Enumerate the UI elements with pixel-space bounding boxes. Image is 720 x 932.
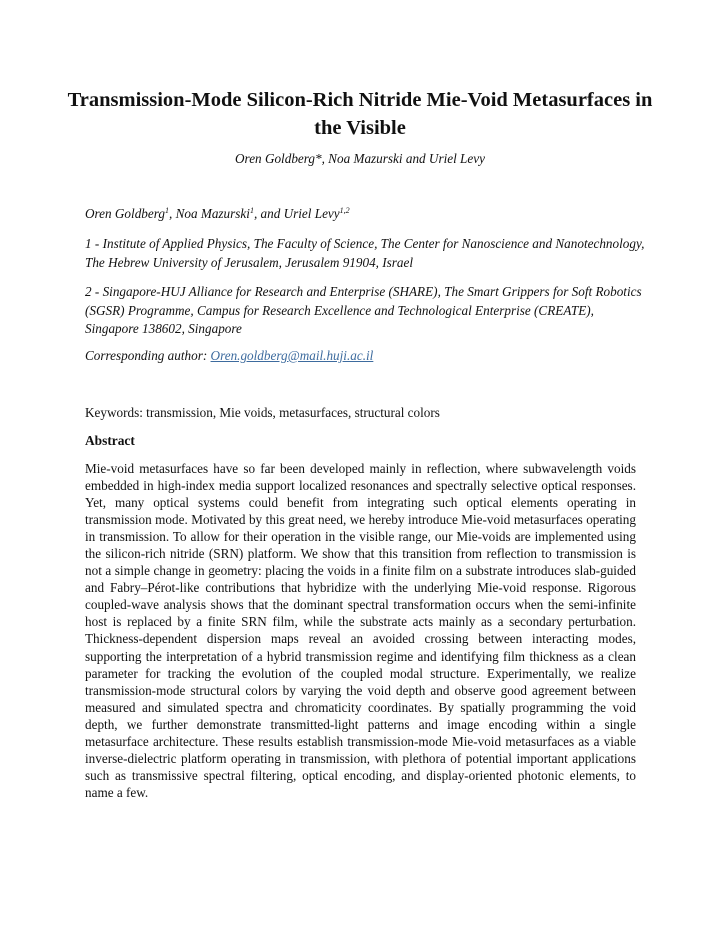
byline: Oren Goldberg*, Noa Mazurski and Uriel Levy bbox=[235, 151, 485, 166]
corresponding-author bbox=[85, 348, 373, 364]
corresponding-label: Corresponding author: bbox=[85, 348, 211, 363]
keywords: Keywords: transmission, Mie voids, metasurfaces, structural colors bbox=[85, 405, 440, 420]
author-name: Noa Mazurski bbox=[175, 206, 250, 221]
author-list bbox=[85, 206, 350, 222]
author-name: Uriel Levy bbox=[283, 206, 340, 221]
abstract-body: Mie-void metasurfaces have so far been developed mainly in reflection, where subwavelength voids embedded in high-index media support localized resonances and spectrally selective optical responses. Yet, many optical systems could benefit from integrating such optical elements operating in transmission mode. Motivated by this great need, we hereby introduce Mie-void metasurfaces operating in transmission. To allow for their operation in the visible range, our Mie-voids are implemented using the silicon-rich nitride (SRN) platform. We show that this transition from reflection to transmission is not a simple change in geometry: placing the voids in a finite film on a substrate introduces slab-guided and Fabry–Pérot-like contributions that hybridize with the underlying Mie-void response. Rigorous coupled-wave analysis shows that the dominant spectral transformation occurs when the semi-infinite host is replaced by a finite SRN film, while the substrate acts mainly as a secondary perturbation. Thickness-dependent dispersion maps reveal an avoided crossing between interacting modes, supporting the interpretation of a hybrid transmission regime and identifying film thickness as a clean parameter for tracking the evolution of the coupled modal structure. Experimentally, we realize transmission-mode structural colors by varying the void depth and observe good agreement between measured and simulated spectra and chromaticity coordinates. By spatially programming the void depth, we further demonstrate transmitted-light patterns and image encoding within a single metasurface architecture. These results establish transmission-mode Mie-void metasurfaces as a viable inverse-dielectric platform operating in transmission, with plethora of potential important applications such as transmissive spectral filtering, optical encoding, and display-oriented photonic elements, to name a few. bbox=[85, 461, 636, 800]
paper-title: Transmission-Mode Silicon-Rich Nitride Mie-Void Metasurfaces in the Visible bbox=[67, 89, 653, 139]
affiliation-marker: 1 bbox=[249, 206, 254, 215]
author-separator: , bbox=[168, 206, 176, 221]
affiliation-2: 2 - Singapore-HUJ Alliance for Research and Enterprise (SHARE), The Smart Grippers for Soft Robotics (SGSR) Programme, Campus for Research Excellence and Technological Enterprise (CREATE), Singapore 138602, Singapore bbox=[85, 284, 642, 336]
affiliation-marker: 1 bbox=[164, 206, 169, 215]
affiliation-marker: 1,2 bbox=[339, 206, 350, 215]
abstract-heading: Abstract bbox=[85, 433, 135, 448]
email-link[interactable]: Oren.goldberg@mail.huji.ac.il bbox=[210, 348, 374, 363]
author-separator: , and bbox=[253, 206, 284, 221]
author-name: Oren Goldberg bbox=[85, 206, 165, 221]
affiliation-1: 1 - Institute of Applied Physics, The Faculty of Science, The Center for Nanoscience and Nanotechnology, The Hebrew University of Jerusalem, Jerusalem 91904, Israel bbox=[85, 236, 645, 270]
